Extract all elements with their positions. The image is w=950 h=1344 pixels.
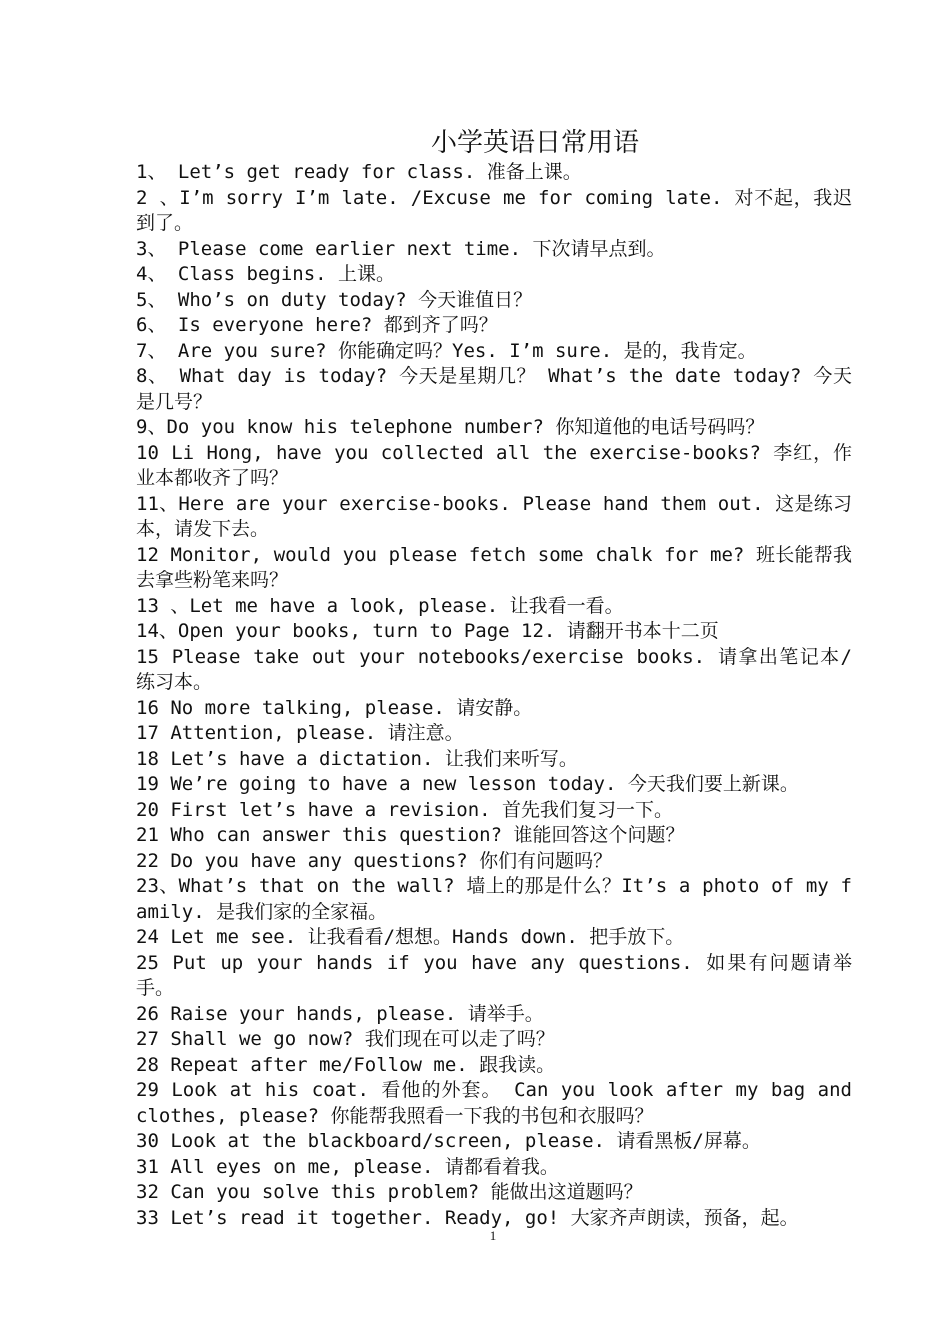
list-item: 9、Do you know his telephone number? 你知道他的电话号码吗？: [136, 416, 765, 438]
list-item: 17 Attention, please. 请注意。: [136, 722, 464, 744]
list-item: 10 Li Hong, have you collected all the exercise-books? 李红，作业本都收齐了吗？: [136, 441, 852, 489]
list-item: 18 Let’s have a dictation. 让我们来听写。: [136, 747, 578, 770]
list-item: 33 Let’s read it together. Ready, go! 大家齐声朗读，预备，起。: [136, 1206, 799, 1229]
list-item: 11、Here are your exercise-books. Please hand them out. 这是练习本，请发下去。: [136, 492, 852, 540]
list-item: 19 We’re going to have a new lesson today. 今天我们要上新课。: [136, 773, 799, 795]
list-item: 25 Put up your hands if you have any questions. 如果有问题请举手。: [136, 951, 852, 999]
list-item: 1、 Let’s get ready for class. 准备上课。: [136, 161, 582, 183]
list-item: 16 No more talking, please. 请安静。: [136, 696, 533, 719]
list-item: 3、 Please come earlier next time. 下次请早点到。: [136, 237, 666, 260]
list-item: 22 Do you have any questions? 你们有问题吗？: [136, 849, 613, 872]
list-item: 7、 Are you sure? 你能确定吗？Yes. I’m sure. 是的，我肯定。: [136, 339, 757, 362]
list-item: 32 Can you solve this problem? 能做出这道题吗？: [136, 1181, 643, 1203]
page-title: 小学英语日常用语: [430, 128, 639, 158]
list-item: 13 、Let me have a look, please. 让我看一看。: [136, 594, 624, 617]
list-item: 20 First let’s have a revision. 首先我们复习一下。: [136, 798, 674, 821]
list-item: 31 All eyes on me, please. 请都看着我。: [136, 1155, 559, 1178]
list-item: 29 Look at his coat. 看他的外套。 Can you look after my bag and clothes, please? 你能帮我照看一下我的书包和衣服吗？: [136, 1079, 852, 1127]
list-item: 6、 Is everyone here? 都到齐了吗？: [136, 314, 498, 336]
list-item: 14、Open your books, turn to Page 12. 请翻开书本十二页: [136, 620, 719, 642]
list-item: 23、What’s that on the wall? 墙上的那是什么？It’s a photo of my family. 是我们家的全家福。: [136, 875, 852, 923]
list-item: 5、 Who’s on duty today? 今天谁值日？: [136, 288, 533, 311]
phrase-list: [136, 160, 852, 1231]
list-item: 26 Raise your hands, please. 请举手。: [136, 1002, 544, 1025]
list-item: 21 Who can answer this question? 谁能回答这个问题？: [136, 824, 685, 846]
list-item: 8、 What day is today? 今天是星期几？ What’s the date today? 今天是几号？: [136, 365, 852, 413]
list-item: 28 Repeat after me/Follow me. 跟我读。: [136, 1053, 556, 1076]
page-number: 1: [489, 1228, 497, 1243]
list-item: 24 Let me see. 让我看看/想想。Hands down. 把手放下。: [136, 926, 685, 948]
list-item: 4、 Class begins. 上课。: [136, 263, 396, 285]
list-item: 30 Look at the blackboard/screen, please. 请看黑板/屏幕。: [136, 1130, 761, 1152]
list-item: 15 Please take out your notebooks/exercise books. 请拿出笔记本/练习本。: [136, 645, 852, 693]
list-item: 27 Shall we go now? 我们现在可以走了吗？: [136, 1028, 555, 1050]
list-item: 2 、I’m sorry I’m late. /Excuse me for coming late. 对不起，我迟到了。: [136, 186, 852, 234]
list-item: 12 Monitor, would you please fetch some chalk for me? 班长能帮我去拿些粉笔来吗？: [136, 543, 852, 591]
